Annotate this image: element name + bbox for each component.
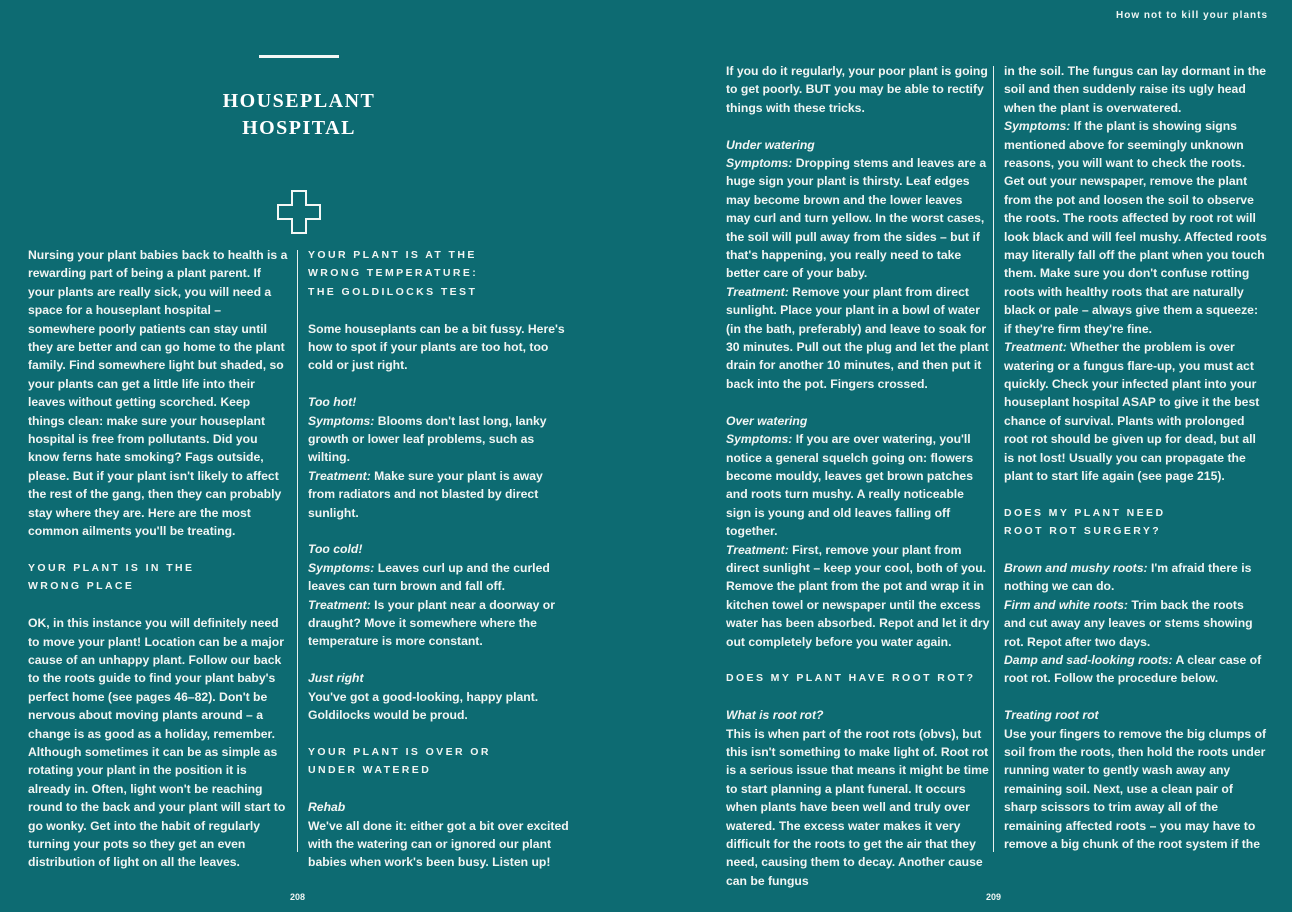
symptoms-label: Symptoms: — [308, 413, 375, 428]
too-hot-symptoms — [308, 412, 572, 467]
watering-heading — [308, 743, 572, 780]
treatment-label: Treatment: — [726, 542, 789, 557]
wrong-place-heading — [28, 559, 290, 596]
heading-line: DOES MY PLANT NEED — [1004, 506, 1166, 519]
root-rot-symptoms — [1004, 117, 1268, 338]
root-rot-treatment — [1004, 338, 1268, 485]
treatment-text: Is your plant near a doorway or draught? Move it somewhere where the temperature is more constant. — [308, 597, 555, 649]
temperature-heading — [308, 246, 572, 301]
brown-roots-label: Brown and mushy roots: — [1004, 560, 1148, 575]
too-hot-treatment — [308, 467, 572, 522]
treatment-text: Whether the problem is over watering or a fungus flare-up, you must act quickly. Check your infected plant into your houseplant hospital ASAP to give it the best chance of survival. Plants with prolonged root rot should be given up for dead, but all is not lost! Usually you can propagate the plant to start life again (see page 215). — [1004, 340, 1260, 483]
running-title: How not to kill your plants — [1116, 10, 1268, 21]
over-watering-treatment — [726, 541, 990, 651]
root-rot-heading: DOES MY PLANT HAVE ROOT ROT? — [726, 672, 976, 685]
under-watering-label: Under watering — [726, 137, 815, 152]
fungus-continued: in the soil. The fungus can lay dormant in the soil and then suddenly raise its ugly head when the plant is overwatered. — [1004, 64, 1267, 115]
too-hot-label: Too hot! — [308, 395, 357, 410]
page-title — [150, 88, 448, 142]
symptoms-label: Symptoms: — [726, 156, 793, 171]
wrong-place-paragraph: OK, in this instance you will definitely need to move your plant! Location can be a major cause of an unhappy plant. Follow our back to the roots guide to find your plant baby's perfect home (see pages 46–82). Don't be nervous about moving plants around – a change is as good as a holiday, remember. Although sometimes it can be as simple as rotating your plant in the position it is already in. Often, light won't be reaching round to the back and your plant will start to go wonky. Get into the habit of regularly turning your pots so they get an even distribution of light on all the leaves. — [28, 616, 286, 870]
page-number-right: 209 — [986, 892, 1002, 902]
heading-line: THE GOLDILOCKS TEST — [308, 285, 478, 298]
temperature-intro: Some houseplants can be a bit fussy. Here's how to spot if your plants are too hot, too cold or just right. — [308, 321, 565, 373]
treatment-label: Treatment: — [308, 597, 371, 612]
damp-roots-label: Damp and sad-looking roots: — [1004, 652, 1173, 667]
symptoms-text: Dropping stems and leaves are a huge sign your plant is thirsty. Leaf edges may become brown and the lower leaves may curl and turn yellow. In the worst cases, the soil will pull away from the sides – but if that's happening, you really need to take better care of your baby. — [726, 156, 987, 281]
over-watering-label: Over watering — [726, 413, 808, 428]
column-4 — [1004, 62, 1268, 853]
firm-roots-item — [1004, 596, 1268, 651]
symptoms-label: Symptoms: — [308, 560, 375, 575]
page-title-line-2: HOSPITAL — [242, 117, 356, 139]
too-cold-treatment — [308, 596, 572, 651]
rehab-text: We've all done it: either got a bit over excited with the watering can or ignored our plant babies when work's been busy. Listen up! — [308, 818, 569, 870]
symptoms-text: If you are over watering, you'll notice a general squelch going on: flowers become mouldy, leaves get brown patches and roots turn mushy. A really noticeable sign is young and old leaves falling off together. — [726, 432, 974, 539]
brown-roots-item — [1004, 559, 1268, 596]
damp-roots-text: A clear case of root rot. Follow the procedure below. — [1004, 652, 1262, 686]
treatment-text: Remove your plant from direct sunlight. Place your plant in a bowl of water (in the bath, preferably) and leave to soak for 30 minutes. Pull out the plug and let the plant drain for another 10 minutes, and then put it back into the pot. Fingers crossed. — [726, 284, 989, 391]
just-right-label: Just right — [308, 671, 364, 686]
what-is-root-rot-label: What is root rot? — [726, 708, 824, 723]
treating-root-rot-label: Treating root rot — [1004, 708, 1099, 723]
just-right-text: You've got a good-looking, happy plant. Goldilocks would be proud. — [308, 689, 539, 723]
too-cold-label: Too cold! — [308, 542, 363, 557]
page-title-line-1: HOUSEPLANT — [222, 90, 376, 112]
too-cold-symptoms — [308, 559, 572, 596]
symptoms-label: Symptoms: — [726, 432, 793, 447]
brown-roots-text: I'm afraid there is nothing we can do. — [1004, 560, 1252, 594]
under-watering-treatment — [726, 283, 990, 393]
page-number-left: 208 — [290, 892, 306, 902]
over-watering-symptoms — [726, 430, 990, 540]
firm-roots-text: Trim back the roots and cut away any leaves or stems showing rot. Repot after two days. — [1004, 597, 1253, 649]
column-2 — [308, 246, 572, 872]
symptoms-text: If the plant is showing signs mentioned above for seemingly unknown reasons, you will want to check the roots. Get out your newspaper, remove the plant from the pot and loosen the soil to observe the roots. The roots affected by root rot will look black and will feel mushy. Affected roots may literally fall off the plant when you touch them. Make sure you don't confuse rotting roots with healthy roots that are naturally black or pale – always give them a squeeze: if they're firm they're fine. — [1004, 119, 1267, 336]
treatment-label: Treatment: — [1004, 340, 1067, 355]
heading-line: ROOT ROT SURGERY? — [1004, 525, 1162, 538]
symptoms-label: Symptoms: — [1004, 119, 1071, 134]
rehab-label: Rehab — [308, 800, 346, 815]
damp-roots-item — [1004, 651, 1268, 688]
symptoms-text: Blooms don't last long, lanky growth or lower leaf problems, such as wilting. — [308, 413, 547, 465]
intro-paragraph: Nursing your plant babies back to health is a rewarding part of being a plant parent. If your plants are really sick, you will need a space for a houseplant hospital – somewhere poorly patients can stay until they are better and can go home to the plant family. Find somewhere light but shaded, so your plants can get a little life into their leaves without getting scorched. Keep things clean: make sure your houseplant hospital is free from pollutants. Did you know ferns hate smoking? Fags outside, please. But if your plant isn't likely to affect the rest of the gang, then they can probably stay where they are. Here are the most common ailments you'll be treating. — [28, 248, 288, 539]
treatment-label: Treatment: — [726, 284, 789, 299]
heading-line: WRONG TEMPERATURE: — [308, 267, 479, 280]
treatment-text: Make sure your plant is away from radiators and not blasted by direct sunlight. — [308, 468, 543, 520]
treatment-label: Treatment: — [308, 468, 371, 483]
heading-line: YOUR PLANT IS AT THE — [308, 249, 477, 261]
firm-roots-label: Firm and white roots: — [1004, 597, 1128, 612]
treatment-text: First, remove your plant from direct sunlight – keep your cool, both of you. Remove the plant from the pot and wrap it in kitchen towel or newspaper until the excess water has been absorbed. Repot and let it dry out completely before you water again. — [726, 542, 990, 649]
column-3 — [726, 62, 990, 890]
column-divider — [993, 66, 994, 852]
column-divider — [297, 250, 298, 852]
surgery-heading — [1004, 504, 1268, 541]
symptoms-text: Leaves curl up and the curled leaves can turn brown and fall off. — [308, 560, 550, 594]
heading-line: WRONG PLACE — [28, 580, 135, 593]
treating-root-rot-text: Use your fingers to remove the big clumps of soil from the roots, then hold the roots under running water to gently wash away any remaining soil. Next, use a clean pair of sharp scissors to trim away all of the remaining affected roots – you may have to remove a big chunk of the root system if the — [1004, 726, 1267, 852]
under-watering-symptoms — [726, 154, 990, 283]
heading-line: YOUR PLANT IS OVER OR — [308, 745, 491, 758]
column-1 — [28, 246, 290, 872]
rehab-continued: If you do it regularly, your poor plant is going to get poorly. BUT you may be able to rectify things with these tricks. — [726, 64, 988, 115]
heading-line: YOUR PLANT IS IN THE — [28, 561, 195, 574]
medical-cross-icon — [277, 190, 321, 234]
what-is-root-rot-text: This is when part of the root rots (obvs), but this isn't something to make light of. Root rot is a serious issue that means it might be time to start planning a plant funeral. It occurs when plants have been well and truly over watered. The excess water makes it very difficult for the roots to get the air that they need, causing them to decay. Another cause can be fungus — [726, 726, 989, 888]
heading-line: UNDER WATERED — [308, 764, 432, 777]
title-rule — [259, 55, 339, 58]
